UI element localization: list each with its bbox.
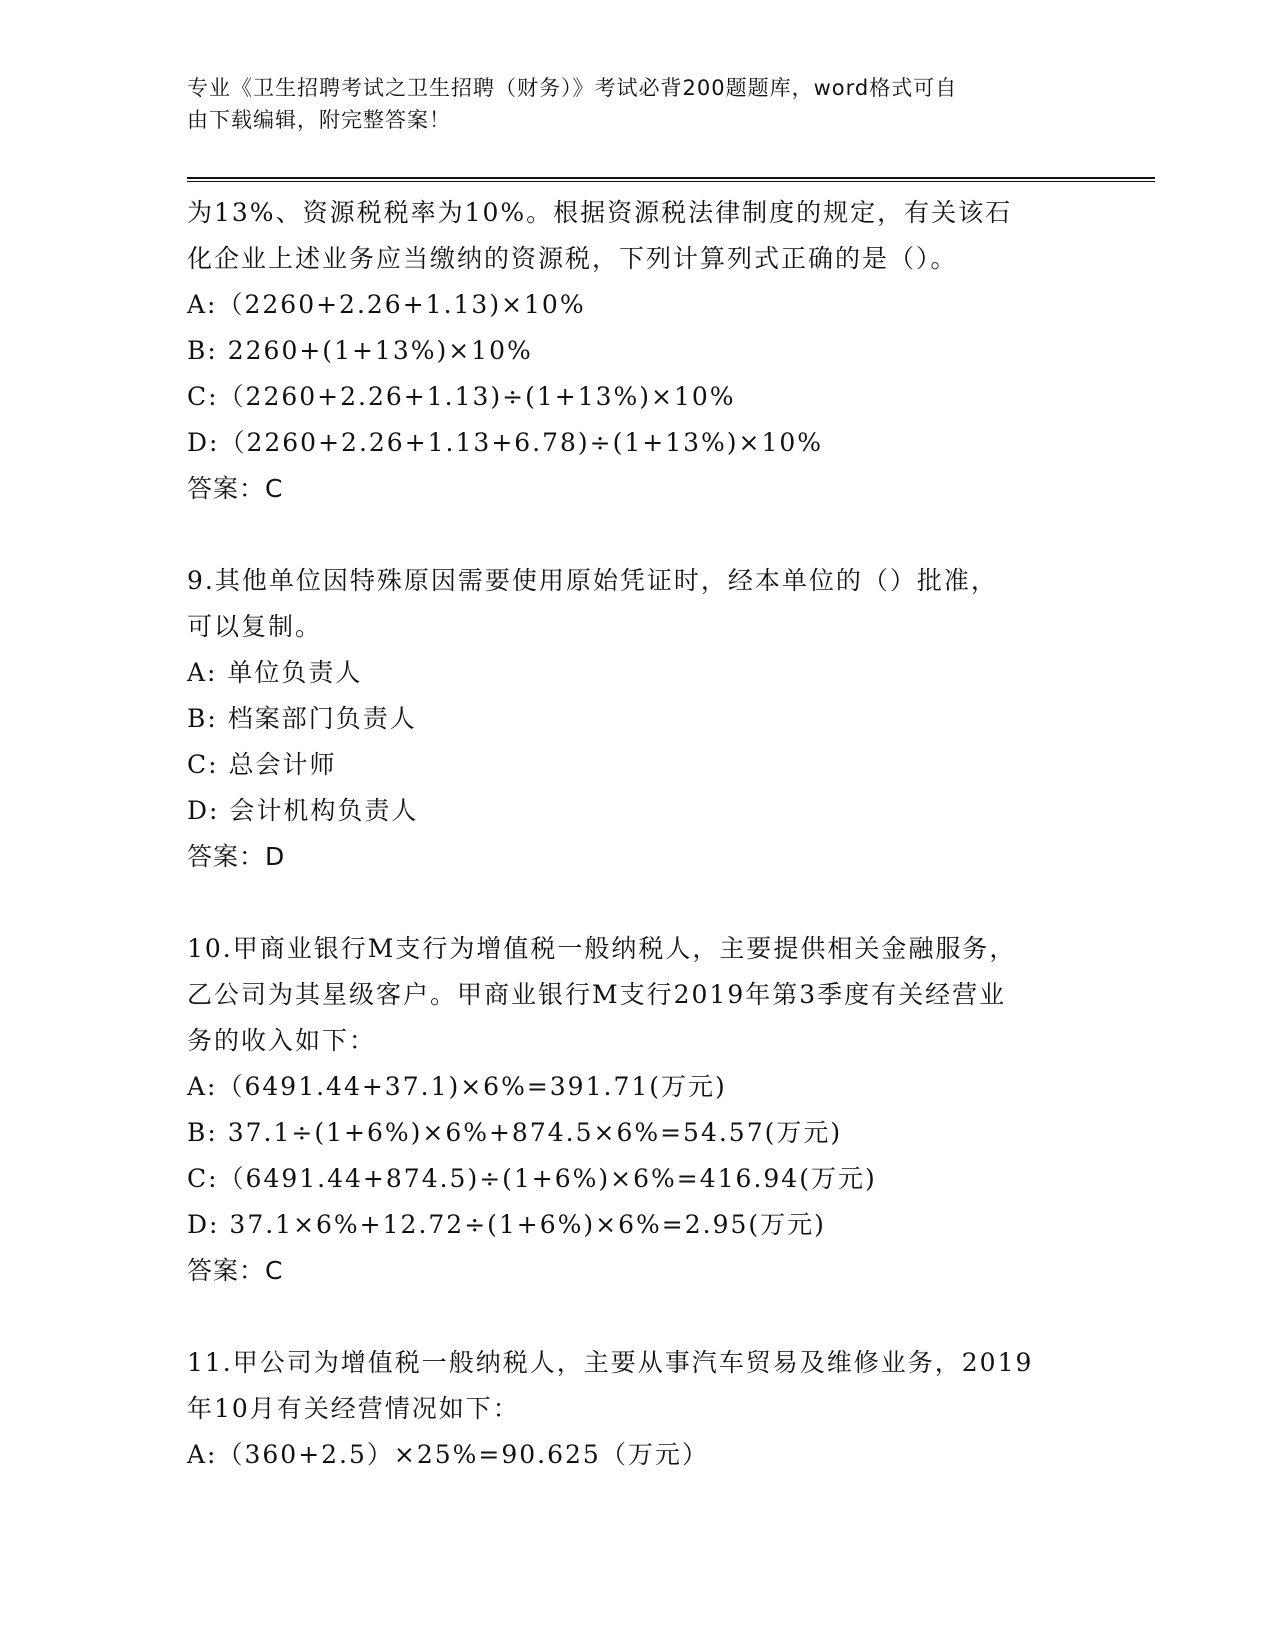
header-divider: [187, 177, 1155, 182]
option-a: A: 单位负责人: [187, 658, 363, 687]
question-stem: 化企业上述业务应当缴纳的资源税，下列计算列式正确的是（）。: [187, 244, 958, 273]
question-stem: 年10月有关经营情况如下：: [187, 1394, 520, 1423]
question-8: [187, 190, 1097, 512]
question-stem: 乙公司为其星级客户。甲商业银行M支行2019年第3季度有关经营业: [187, 980, 1007, 1009]
question-11: [187, 1340, 1097, 1478]
answer: 答案：C: [187, 1256, 284, 1285]
spacer: [187, 880, 1097, 926]
option-a: A:（6491.44+37.1)×6%=391.71(万元): [187, 1072, 727, 1101]
answer: 答案：C: [187, 474, 284, 503]
option-a: A:（360+2.5）×25%=90.625（万元）: [187, 1440, 709, 1469]
question-stem: 11.甲公司为增值税一般纳税人，主要从事汽车贸易及维修业务，2019: [187, 1348, 1034, 1377]
question-stem: 10.甲商业银行M支行为增值税一般纳税人，主要提供相关金融服务，: [187, 934, 1017, 963]
question-9: [187, 558, 1097, 880]
question-stem: 务的收入如下：: [187, 1026, 377, 1055]
option-c: C:（2260+2.26+1.13)÷(1+13%)×10%: [187, 382, 736, 411]
option-b: B: 2260+(1+13%)×10%: [187, 336, 533, 365]
question-stem: 9.其他单位因特殊原因需要使用原始凭证时，经本单位的（）批准，: [187, 566, 998, 595]
option-c: C: 总会计师: [187, 750, 337, 779]
header-title-line-2: 由下载编辑，附完整答案！: [187, 108, 451, 132]
question-stem: 可以复制。: [187, 612, 323, 641]
document-header: [187, 72, 1087, 136]
header-title-line-1: 专业《卫生招聘考试之卫生招聘（财务）》考试必背200题题库，word格式可自: [187, 76, 958, 100]
option-d: D: 会计机构负责人: [187, 796, 419, 825]
question-list: [187, 190, 1097, 1478]
spacer: [187, 512, 1097, 558]
option-c: C:（6491.44+874.5)÷(1+6%)×6%=416.94(万元): [187, 1164, 877, 1193]
option-b: B: 37.1÷(1+6%)×6%+874.5×6%=54.57(万元): [187, 1118, 843, 1147]
answer: 答案：D: [187, 842, 286, 871]
option-d: D: 37.1×6%+12.72÷(1+6%)×6%=2.95(万元): [187, 1210, 826, 1239]
option-b: B: 档案部门负责人: [187, 704, 417, 733]
option-a: A:（2260+2.26+1.13)×10%: [187, 290, 586, 319]
question-10: [187, 926, 1097, 1294]
question-stem: 为13%、资源税税率为10%。根据资源税法律制度的规定，有关该石: [187, 198, 1013, 227]
spacer: [187, 1294, 1097, 1340]
option-d: D:（2260+2.26+1.13+6.78)÷(1+13%)×10%: [187, 428, 824, 457]
